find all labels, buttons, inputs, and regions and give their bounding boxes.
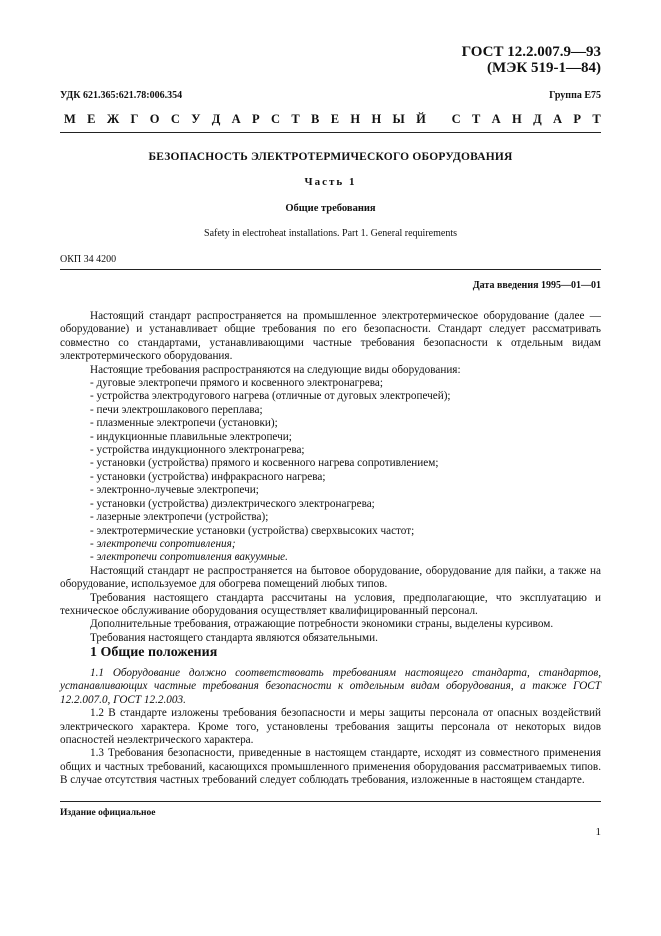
clause-1-1: 1.1 Оборудование должно соответствовать требованиям настоящего стандарта, стандартов, устанавливающих частные требования безопасности к отдельным видам оборудования, а также ГОСТ 12.2.007.0, ГОСТ 12.2.003. — [60, 667, 601, 706]
list-item: - установки (устройства) прямого и косвенного нагрева сопротивлением; — [90, 457, 439, 470]
banner-letter: Г — [130, 112, 139, 126]
banner-letter: А — [553, 112, 563, 126]
intro-paragraph: Дополнительные требования, отражающие потребности экономики страны, выделены курсивом. — [90, 618, 554, 631]
banner-letter: Н — [512, 112, 522, 126]
banner-letter: О — [149, 112, 160, 126]
list-item: - устройства электродугового нагрева (отличные от дуговых электропечей); — [90, 390, 451, 403]
banner-letter: Н — [350, 112, 361, 126]
okp-rule — [60, 269, 601, 270]
list-item: - электропечи сопротивления; — [90, 537, 236, 550]
intro-paragraph: Настоящий стандарт не распространяется на бытовое оборудование, оборудование для пайки, а также на оборудование, используемое для обогрева помещений любых типов. — [60, 564, 601, 591]
header-rule — [60, 132, 601, 133]
banner-letter: С — [451, 112, 461, 126]
gost-number: ГОСТ 12.2.007.9—93 — [461, 44, 601, 60]
list-item: - установки (устройства) инфракрасного нагрева; — [90, 470, 326, 483]
equipment-list-additional — [60, 538, 601, 565]
document-number — [462, 44, 601, 76]
banner-letter: Р — [252, 112, 260, 126]
list-item: - дуговые электропечи прямого и косвенного электронагрева; — [90, 377, 384, 390]
intro-paragraph: Требования настоящего стандарта рассчитаны на условия, предполагающие, что эксплуатацию и техническое обслуживание оборудования осуществляет квалифицированный персонал. — [60, 591, 601, 617]
subtitle: Общие требования — [285, 203, 376, 214]
intro-paragraph: Настоящие требования распространяются на следующие виды оборудования: — [90, 363, 461, 376]
clause-1-3: 1.3 Требования безопасности, приведенные в настоящем стандарте, исходят из совместного применения общих и частных требований, касающихся промышленного применения оборудования рассматриваемых типов. В случае отсутствия частных требований следует соблюдать требования, изложенные в настоящем стандарте. — [60, 747, 601, 787]
banner-letter: С — [271, 112, 281, 126]
udk-code: УДК 621.365:621.78:006.354 — [60, 90, 183, 101]
iec-number: (МЭК 519-1—84) — [487, 60, 601, 76]
banner-letter: Ж — [106, 112, 120, 126]
list-item: - электронно-лучевые электропечи; — [90, 484, 259, 497]
section-1-text — [60, 667, 601, 788]
banner-letter: Й — [416, 112, 426, 126]
introduction-text — [60, 310, 601, 645]
banner-letter: Р — [573, 112, 582, 126]
list-item: - электропечи сопротивления вакуумные. — [90, 551, 288, 564]
list-item: - установки (устройства) диэлектрического электронагрева; — [90, 497, 375, 510]
banner-letter: Т — [291, 112, 300, 126]
list-item: - электротермические установки (устройства) сверхвысоких частот; — [90, 524, 415, 537]
banner-letter: Т — [592, 112, 601, 126]
banner-letter: В — [311, 112, 320, 126]
banner-letter: У — [191, 112, 201, 126]
section-heading: 1 Общие положения — [90, 645, 218, 660]
english-title: Safety in electroheat installations. Part 1. General requirements — [204, 228, 457, 239]
list-item: - устройства индукционного электронагрева; — [90, 444, 305, 457]
official-edition: Издание официальное — [60, 808, 156, 818]
banner-letter: Е — [330, 112, 340, 126]
interstate-standard-banner — [64, 112, 601, 127]
introduction-date: Дата введения 1995—01—01 — [472, 280, 601, 291]
banner-letter: М — [64, 112, 76, 126]
intro-paragraph: Требования настоящего стандарта являются обязательными. — [90, 631, 378, 644]
list-item: - индукционные плавильные электропечи; — [90, 430, 292, 443]
intro-paragraph: Настоящий стандарт распространяется на промышленное электротермическое оборудование (далее — оборудование) и устанавливает общие требования по его безопасности. Стандарт следует рассматривать совместно со стандартами, устанавливающими частные требования безопасности к отдельным видам электротермического оборудования. — [60, 310, 601, 363]
banner-letter — [437, 112, 440, 127]
banner-letter: Ы — [392, 112, 405, 126]
list-item: - печи электрошлакового переплава; — [90, 403, 263, 416]
okp-code: ОКП 34 4200 — [60, 254, 117, 265]
clause-1-2: 1.2 В стандарте изложены требования безопасности и меры защиты персонала от опасных воздействий электрического характера. Кроме того, установлены требования защиты персонала от некоторых видов опасностей неэлектрического характера. — [60, 707, 601, 747]
banner-letter: С — [170, 112, 180, 126]
document-title: БЕЗОПАСНОСТЬ ЭЛЕКТРОТЕРМИЧЕСКОГО ОБОРУДОВАНИЯ — [148, 151, 513, 163]
banner-letter: Д — [211, 112, 221, 126]
banner-letter: А — [491, 112, 501, 126]
banner-letter: Н — [371, 112, 382, 126]
equipment-list — [60, 377, 601, 538]
list-item: - плазменные электропечи (установки); — [90, 417, 278, 430]
banner-letter: Е — [87, 112, 96, 126]
banner-letter: А — [231, 112, 241, 126]
page-number: 1 — [595, 826, 601, 838]
banner-letter: Д — [533, 112, 542, 126]
banner-letter: Т — [471, 112, 481, 126]
part-label: Часть 1 — [304, 176, 357, 188]
footer-rule — [60, 801, 601, 802]
group-code: Группа Е75 — [549, 90, 601, 101]
list-item: - лазерные электропечи (устройства); — [90, 511, 269, 524]
